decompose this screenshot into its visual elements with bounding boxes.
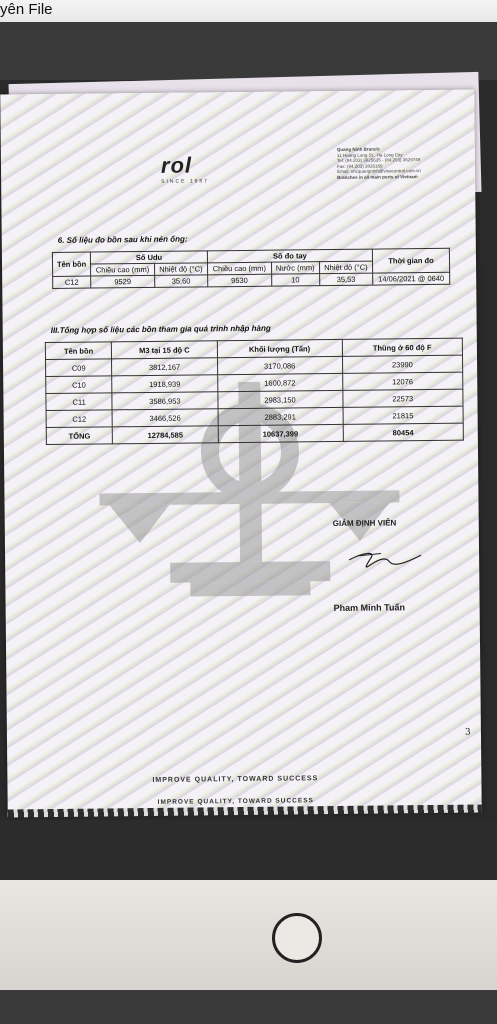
col-m3: M3 tại 15 độ C — [112, 341, 217, 359]
decorative-border — [8, 804, 482, 817]
cell-time: 14/06/2021 @ 0640 — [373, 272, 450, 285]
col-height2: Chiều cao (mm) — [207, 262, 271, 275]
cell-m3: 12784,585 — [113, 426, 218, 444]
col-time: Thời gian đo — [372, 248, 449, 273]
cell-tank: C09 — [46, 359, 112, 377]
cell-tank: C12 — [46, 410, 112, 428]
branch-email: Email: vncquangninh@vinacontrol.com.vn — [337, 168, 421, 175]
cell-height: 9529 — [91, 275, 155, 288]
cell-mass: 10637,399 — [218, 424, 343, 442]
window-title: yên File — [0, 1, 53, 18]
cell-mass: 2983,150 — [217, 390, 342, 408]
cell-barrel: 23990 — [342, 355, 463, 373]
signature-icon — [345, 545, 425, 574]
cell-barrel: 22573 — [342, 389, 463, 407]
footer-slogan-back: IMPROVE QUALITY, TOWARD SUCCESS — [157, 797, 314, 806]
section3-title: III.Tổng hợp số liệu các bồn tham gia quá trình nhập hàng — [50, 323, 271, 335]
col-temp2: Nhiệt độ (°C) — [319, 261, 372, 274]
document-page — [0, 90, 482, 817]
company-logo: rol — [160, 152, 193, 178]
cell-mass: 1600,872 — [217, 373, 342, 391]
cell-m3: 3466,526 — [112, 409, 217, 427]
cell-m3: 3586,953 — [112, 392, 217, 410]
cell-m3: 3812,167 — [112, 358, 217, 376]
page-number: 3 — [464, 727, 471, 738]
col-manual: Số đo tay — [207, 249, 372, 263]
branch-address: 11 Hoang Long St., Ha Long City — [336, 151, 403, 158]
cell-temp: 35,60 — [154, 275, 207, 288]
signer-name: Pham Minh Tuấn — [333, 602, 406, 614]
cell-water: 10 — [271, 274, 319, 287]
cell-height2: 9530 — [208, 274, 272, 287]
branch-tel: Tel: (84.203) 3825635 - (84.203) 3629749 — [336, 157, 421, 164]
branch-name: Quang Ninh Branch: — [336, 146, 381, 152]
branch-fax: Fax: (84.203) 3826169 — [336, 163, 383, 169]
cell-tank: C11 — [46, 393, 112, 411]
device-bezel — [0, 820, 497, 884]
col-udu: Số Udu — [91, 251, 208, 264]
home-button[interactable] — [272, 913, 322, 963]
col-temp: Nhiệt độ (°C) — [154, 263, 207, 276]
bottom-shadow — [0, 990, 497, 1024]
col-barrel: Thùng ở 60 độ F — [342, 338, 463, 356]
logo-since: SINCE 1987 — [161, 178, 209, 185]
cell-temp2: 35,53 — [319, 273, 372, 286]
col-tank: Tên bồn — [52, 252, 90, 276]
cell-barrel: 21815 — [343, 406, 464, 424]
branch-info — [337, 146, 467, 181]
summary-table — [45, 338, 464, 445]
footer-slogan: IMPROVE QUALITY, TOWARD SUCCESS — [152, 775, 319, 784]
cell-tank: C12 — [53, 276, 91, 288]
cell-mass: 3170,086 — [217, 356, 342, 374]
col-water: Nước (mm) — [271, 262, 319, 275]
cell-mass: 2883,291 — [218, 407, 343, 425]
cell-tank: C10 — [46, 376, 112, 394]
col-mass: Khối lượng (Tấn) — [217, 339, 342, 357]
tank-measure-table — [52, 248, 450, 289]
cell-barrel: 80454 — [343, 423, 464, 441]
inspector-label: GIÁM ĐỊNH VIÊN — [332, 518, 397, 529]
cell-m3: 1918,939 — [112, 375, 217, 393]
branch-network: Branches in all main ports of Vietnam — [337, 174, 418, 180]
cell-tank: TỔNG — [46, 427, 112, 445]
cell-barrel: 12076 — [342, 372, 463, 390]
background-band — [0, 22, 497, 80]
col-tank: Tên bồn — [45, 342, 111, 360]
col-height: Chiều cao (mm) — [91, 263, 155, 276]
section6-title: 6. Số liệu đo bồn sau khi nén ống: — [57, 234, 188, 245]
